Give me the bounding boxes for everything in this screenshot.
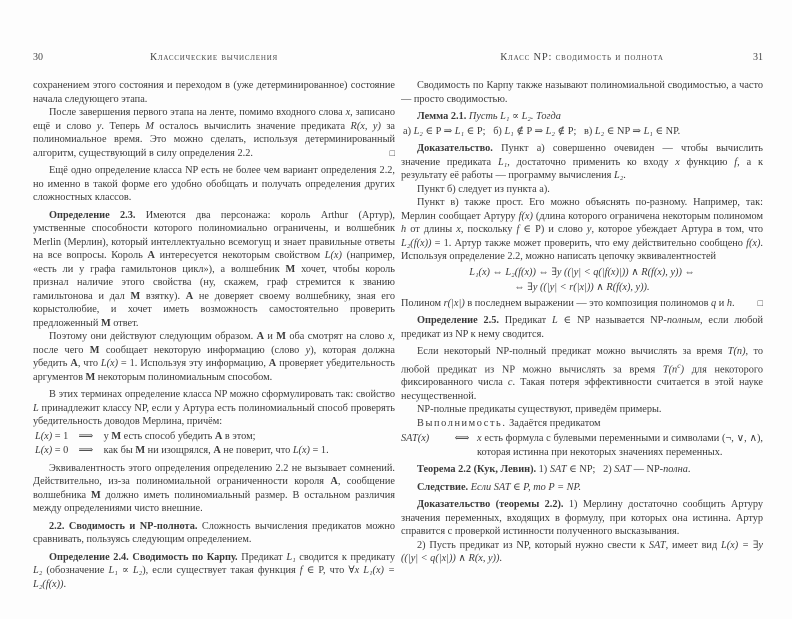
paragraph <box>401 79 763 106</box>
text-run: L₂ <box>613 170 624 181</box>
paragraph <box>401 196 763 264</box>
text-run: M <box>135 445 146 456</box>
text-run: Сложность вычисления предикатов можно сравнивать, пользуясь следующим определением. <box>33 520 395 545</box>
text-run: L₂ <box>594 125 605 137</box>
paragraph <box>33 164 395 205</box>
text-run: = 1. Артур также может проверить, что ему действительно сообщено <box>431 237 747 249</box>
paragraph <box>33 462 395 516</box>
text-run: Выполнимость. <box>417 417 507 429</box>
text-run: SAT <box>614 464 632 476</box>
text-run: L₁ <box>504 125 514 137</box>
text-run: Предикат <box>237 551 287 563</box>
text-run: , если любой предикат из NP к нему сводится. <box>401 315 763 340</box>
right-page-body <box>401 79 763 619</box>
text-run: . Такая потеря эффективности считается в этой науке несущественной. <box>401 377 763 402</box>
page-number: 31 <box>753 52 763 63</box>
paragraph <box>401 110 763 124</box>
text-run: A <box>185 290 194 302</box>
text-run: , после чего <box>33 331 395 356</box>
text-run: = 1. Используя эту информацию, <box>118 358 269 369</box>
paragraph <box>33 79 395 106</box>
paragraph <box>33 330 395 384</box>
text-run: SAT <box>648 539 666 551</box>
text-run: — NP- <box>631 464 664 476</box>
text-run: Теорема 2.2 (Кук, Левин). <box>417 464 537 476</box>
text-run: ), если существует такая функция <box>142 565 300 576</box>
text-run: L₂ <box>413 125 423 137</box>
text-run: есть формула с булевыми переменными и символами (¬, ∨, ∧), которая истинна при некоторых значениях переменных. <box>477 433 763 458</box>
text-run: y <box>305 344 311 356</box>
text-run: L <box>33 402 39 414</box>
text-run: , записано ещё и слово <box>33 107 395 132</box>
text-run: интересуется некоторым свойством <box>154 250 325 261</box>
text-run: ∉ P; в) <box>554 125 595 137</box>
paragraph <box>33 106 395 160</box>
text-run: SAT(x) <box>401 433 430 445</box>
text-run: полна <box>663 464 688 476</box>
text-run: 2.2. Сводимость и NP-полнота. <box>49 520 198 532</box>
page-header <box>33 52 395 63</box>
text-run: . Используя определение 2.2, можно написать цепочку эквивалентностей <box>401 237 763 262</box>
text-run: Имеются два персонажа: король Arthur (Артур), умственные способности которого полиномиально ограничены, и волшебник Merlin (Мерлин), который интеллектуально всемогущ и знает правильные ответы на все вопросы. Король <box>33 209 395 261</box>
text-run: M <box>90 489 101 501</box>
text-run: A <box>214 430 223 442</box>
text-run: ответ. <box>110 317 139 329</box>
page-header <box>401 52 763 63</box>
text-run: M <box>89 344 100 356</box>
paragraph <box>33 430 395 444</box>
text-run: , которое убеждает Артура в том, что <box>591 224 763 235</box>
text-run: T(n) <box>727 346 746 357</box>
text-run: f(x) <box>518 210 533 222</box>
text-run: y <box>96 120 102 132</box>
text-run: M <box>85 371 96 383</box>
running-title: Класс NP: сводимость и полнота <box>500 52 664 63</box>
text-run: f <box>734 156 738 168</box>
left-page-body <box>33 79 395 619</box>
text-run: c <box>677 360 681 370</box>
text-run: x <box>456 224 461 235</box>
text-run: ∈ P; б) <box>464 125 505 137</box>
text-run: осталось вычислить значение предиката <box>153 120 351 132</box>
paragraph <box>401 142 763 183</box>
text-run: . <box>732 297 735 309</box>
text-run: . <box>623 170 626 181</box>
text-run: принадлежит классу NP, если у Артура есть полиномиальный способ проверять убедительность доводов Мерлина, причём: <box>33 402 395 427</box>
text-run: x <box>387 331 393 342</box>
text-run: ни изощрялся, <box>145 445 214 456</box>
qed-box: □ <box>389 147 395 158</box>
text-run: Сводимость по Карпу также называют полиномиальной сводимостью, а часто — просто сводимостью. <box>401 80 763 105</box>
text-run: M <box>285 263 296 275</box>
text-run: , а к результату её работы — программу вычисления <box>401 156 763 181</box>
text-run: L₁ <box>497 156 508 168</box>
text-run: ) <box>680 363 684 375</box>
paragraph <box>33 209 395 331</box>
text-run: L₂ <box>33 565 43 576</box>
paragraph <box>401 183 763 197</box>
text-run: L₂(f(x)) <box>401 237 432 249</box>
text-run: ⇔ ∃y ((|y| < r(|x|)) ∧ R(f(x), y)). <box>514 282 650 293</box>
text-run: x <box>354 565 360 576</box>
text-run: L₁(x) ⇔ L₂(f(x)) ⇔ ∃y ((|y| < q(|f(x)|)) ∧ R(f(x), y)) ⇔ <box>469 266 695 278</box>
text-run: L(x) <box>324 250 342 261</box>
text-run: полным <box>666 315 701 326</box>
display-formula <box>401 281 763 295</box>
text-run: хочет, чтобы король признал наличие этого свойства (ну, скажем, граф стремится к званию гамильтонова и дал <box>33 263 395 302</box>
text-run: сводится к предикату <box>295 551 395 563</box>
text-run: NP-полные предикаты существуют, приведём примеры. <box>417 404 662 416</box>
text-run: 1) <box>536 464 550 476</box>
text-run: ∉ P ⇒ <box>513 125 546 137</box>
text-run: Ещё одно определение класса NP есть не более чем вариант определения 2.2, но именно в такой форме его удобно обобщать и получать определения других сложностных классов. <box>33 165 395 203</box>
text-run: (обозначение <box>42 565 109 576</box>
text-run: L₁ <box>643 125 653 137</box>
hang-body <box>477 432 763 459</box>
text-run: Пункт б) следует из пункта а). <box>417 183 550 195</box>
qed-box: □ <box>757 297 763 308</box>
text-run: и <box>716 297 727 309</box>
paragraph <box>401 125 763 139</box>
text-run: A <box>147 250 155 261</box>
hang-label <box>401 432 447 459</box>
text-run: 1) Мерлину достаточно сообщить Артуру значения переменных, входящих в формулу, при которых она истинна. Артур справится с проверкой истинности полученного высказывания. <box>401 499 763 538</box>
text-run: Пункт в) также прост. Его можно объяснять по-разному. Например, так: Мерлин сообщает Артуру <box>401 197 763 222</box>
text-run: Определение 2.4. Сводимость по Карпу. <box>49 551 238 563</box>
text-run: A <box>330 476 338 487</box>
text-run: в последнем выражении — это композиция полиномов <box>464 297 712 309</box>
text-run: После завершения первого этапа на ленте, помимо входного слова <box>49 107 346 118</box>
right-page <box>401 52 763 619</box>
text-run: оба смотрят на слово <box>286 331 388 342</box>
paragraph <box>401 297 763 311</box>
text-run: за полиномиальное время. Это можно сделать, используя детерминированный алгоритм, существующий в силу определения 2.2. <box>33 120 395 159</box>
text-run: L₁ <box>286 551 296 563</box>
text-run: , сообщение волшебника <box>33 476 395 501</box>
text-run: A <box>213 445 221 456</box>
text-run: f(x) <box>746 237 761 249</box>
text-run: f <box>299 565 303 576</box>
text-run: ∈ NP; 2) <box>566 464 615 476</box>
text-run: , имеет вид <box>665 539 722 551</box>
text-run: L₁ ∝ L₂ <box>108 565 143 576</box>
text-run: , достаточно применить ко входу <box>507 156 676 168</box>
text-run: A <box>70 358 78 369</box>
text-run: M <box>130 290 141 302</box>
text-run: L <box>551 315 558 326</box>
text-run: взятку). <box>140 290 186 302</box>
text-run: L₁(x) = L₂(f(x)) <box>33 565 395 590</box>
text-run: функцию <box>679 156 735 168</box>
text-run: (длина которого ограничена некоторым полиномом <box>532 210 763 222</box>
paragraph <box>33 444 395 458</box>
text-run: Лемма 2.1. <box>417 111 467 122</box>
text-run: q <box>711 297 717 309</box>
text-run: есть способ убедить <box>121 430 215 442</box>
text-run: x <box>345 107 351 118</box>
display-formula <box>401 266 763 280</box>
text-run: для некоторого фиксированного числа <box>401 363 763 389</box>
text-run: (например, «есть ли у графа гамильтонов цикл»), а волшебник <box>33 250 395 275</box>
text-run: A <box>256 331 265 342</box>
text-run: в этом; <box>222 430 256 442</box>
text-run: Если SAT ∈ P, то P = NP. <box>468 481 582 493</box>
text-run: от длины <box>406 224 457 235</box>
text-run: 2) Пусть предикат из NP, который нужно свести к <box>417 539 649 551</box>
text-run: Определение 2.3. <box>49 209 136 221</box>
paragraph <box>401 403 763 417</box>
text-run: Доказательство (теоремы 2.2). <box>417 499 564 511</box>
text-run: h <box>726 297 733 309</box>
text-run: c <box>507 377 513 389</box>
text-run: Если некоторый NP-полный предикат можно вычислять за время <box>417 346 728 357</box>
text-run: = 1 ⟹ у <box>52 430 112 442</box>
text-run: Предикат <box>498 315 552 326</box>
left-page <box>33 52 395 619</box>
paragraph <box>401 539 763 566</box>
paragraph <box>401 463 763 477</box>
text-run: M <box>111 430 122 442</box>
text-run: а) <box>403 125 414 137</box>
text-run: M <box>100 317 111 329</box>
text-run: L(x) <box>100 358 119 369</box>
text-run: Эквивалентность этого определения определению 2.2 не вызывает сомнений. Действительно, из-за полиномиальной ограниченности короля <box>33 462 395 487</box>
text-run: R(x, y) <box>350 120 381 132</box>
text-run: ∈ P, что ∀ <box>302 565 355 576</box>
text-run: = 0 ⟹ как бы <box>52 445 136 456</box>
text-run: . Теперь <box>101 120 146 132</box>
text-run: ∈ P ⇒ <box>422 125 455 137</box>
text-run: L₁ <box>454 125 465 137</box>
text-run: , поскольку <box>460 224 517 235</box>
text-run: Пусть L₁ ∝ L₂. Тогда <box>466 111 561 122</box>
text-run: В этих терминах определение класса NP можно сформулировать так: свойство <box>49 389 395 400</box>
text-run: y <box>586 224 592 235</box>
text-run: не поверит, что <box>220 445 293 456</box>
text-run: T(n <box>662 363 678 375</box>
text-run: проверяет убедительность аргументов <box>33 358 395 383</box>
text-run: Следствие. <box>417 481 469 493</box>
paragraph <box>401 498 763 539</box>
text-run: L(x) <box>292 445 310 456</box>
text-run: Задаётся предикатом <box>506 417 601 429</box>
text-run: ), которая должна убедить <box>33 344 395 369</box>
paragraph <box>33 388 395 429</box>
paragraph <box>33 551 395 592</box>
text-run: должно иметь полиномиальный размер. В остальном различия между определениями чисто внешние. <box>33 489 395 514</box>
text-run: сохранением этого состояния и переходом в (уже детерминированное) состояние начала следующего этапа. <box>33 80 395 105</box>
text-run: L(x) <box>35 445 53 456</box>
text-run: x <box>477 433 482 445</box>
text-run: , то любой предикат из NP можно вычислять за время <box>401 346 763 375</box>
text-run: x <box>675 156 680 168</box>
running-title: Классические вычисления <box>149 52 279 63</box>
text-run: . <box>687 464 691 476</box>
text-run: и <box>264 331 277 342</box>
text-run: = 1. <box>309 445 329 456</box>
iff-arrow: ⟺ <box>454 433 470 445</box>
text-run: , что <box>77 358 101 369</box>
paragraph <box>401 345 763 403</box>
text-run: сообщает некоторую информацию (слово <box>99 344 306 356</box>
text-run: r(|x|) <box>443 297 465 309</box>
text-run: ∈ P) и слово <box>519 224 587 235</box>
text-run: L₂ <box>545 125 555 137</box>
text-run: f <box>516 224 520 235</box>
text-run: Пункт а) совершенно очевиден — чтобы вычислить значение предиката <box>401 143 763 168</box>
text-run: M <box>145 120 154 132</box>
text-run: . <box>499 553 502 565</box>
text-run: L(x) <box>35 430 53 442</box>
text-run: M <box>276 331 287 342</box>
paragraph <box>401 314 763 341</box>
text-run: SAT <box>549 464 567 476</box>
text-run: ∈ NP. <box>652 125 681 137</box>
text-run: Доказательство. <box>417 143 493 154</box>
text-run: ∈ NP называется NP- <box>557 315 667 326</box>
text-run: A <box>268 358 277 369</box>
text-run: ∈ NP ⇒ <box>604 125 644 137</box>
text-run: h <box>401 224 407 235</box>
text-run: Полином <box>401 297 444 309</box>
paragraph <box>401 417 763 431</box>
paragraph <box>33 520 395 547</box>
text-run: L(x) = ∃y ((|y| < q(|x|)) ∧ R(x, y)) <box>401 539 763 565</box>
text-run: не доверяет своему волшебнику, зная его корыстолюбие, и хочет иметь возможность самостоятельно проверить предложенный <box>33 290 395 329</box>
text-run: Определение 2.5. <box>417 315 499 326</box>
sat-definition <box>401 432 763 459</box>
text-run: некоторым полиномиальным способом. <box>95 371 273 383</box>
text-run: Поэтому они действуют следующим образом. <box>49 331 257 342</box>
paragraph <box>401 481 763 495</box>
page-number: 30 <box>33 52 43 63</box>
text-run: . <box>63 578 67 590</box>
